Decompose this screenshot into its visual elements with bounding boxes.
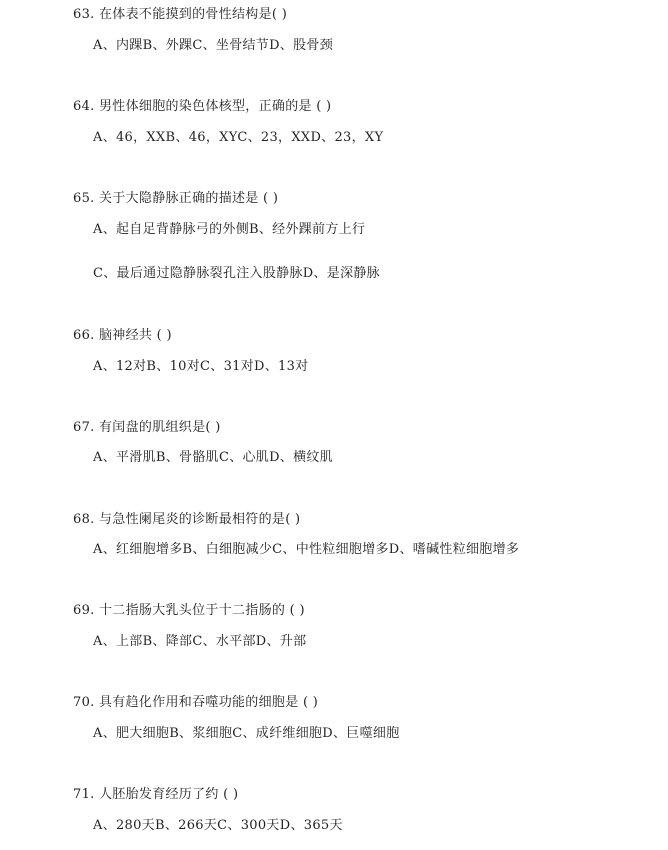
question-69-options: A、上部B、降部C、水平部D、升部 (93, 634, 307, 649)
question-65-options-line-2: C、最后通过隐静脉裂孔注入股静脉D、是深静脉 (93, 266, 380, 281)
question-66-stem: 66. 脑神经共 ( ) (73, 328, 172, 343)
question-68-options: A、红细胞增多B、白细胞减少C、中性粒细胞增多D、嗜碱性粒细胞增多 (93, 542, 520, 557)
question-70-stem: 70. 具有趋化作用和吞噬功能的细胞是 ( ) (73, 695, 319, 710)
question-63-options: A、内踝B、外踝C、坐骨结节D、股骨颈 (93, 38, 334, 53)
question-69-stem: 69. 十二指肠大乳头位于十二指肠的 ( ) (73, 603, 305, 618)
question-70-options: A、肥大细胞B、浆细胞C、成纤维细胞D、巨噬细胞 (93, 726, 400, 741)
question-67-options: A、平滑肌B、骨骼肌C、心肌D、横纹肌 (93, 450, 334, 465)
question-64-options: A、46，XXB、46，XYC、23，XXD、23，XY (93, 130, 384, 145)
question-71-stem: 71. 人胚胎发育经历了约 ( ) (73, 787, 239, 802)
question-67-stem: 67. 有闰盘的肌组织是( ) (73, 420, 221, 435)
question-65-options-line-1: A、起自足背静脉弓的外侧B、经外踝前方上行 (93, 222, 366, 237)
question-64-stem: 64. 男性体细胞的染色体核型，正确的是 ( ) (73, 99, 332, 114)
question-63-stem: 63. 在体表不能摸到的骨性结构是( ) (73, 7, 288, 22)
question-66-options: A、12对B、10对C、31对D、13对 (93, 359, 309, 374)
question-71-options: A、280天B、266天C、300天D、365天 (93, 818, 343, 833)
question-65-stem: 65. 关于大隐静脉正确的描述是 ( ) (73, 191, 279, 206)
question-68-stem: 68. 与急性阑尾炎的诊断最相符的是( ) (73, 512, 301, 527)
